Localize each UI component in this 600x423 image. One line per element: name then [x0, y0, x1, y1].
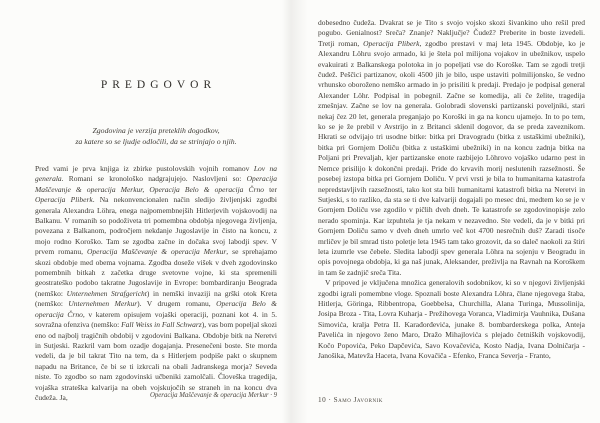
right-page-paragraph-2: V pripoved je vključena množica generalovih sodobnikov, ki so v njegovi življenjski zgodbi igrali pomembne vloge. Spoznali boste Alexandra Löhra, člane njegovega štaba, Hitlerja, Göringa, Ribbentropa, Goebbelsa, Churchilla, Alana Turinga, Mussolinija, Josipa Broza - Tita, Lovra Kuharja - Prežihovega Voranca, Vladimirja Vauhnika, Dušana Simovića, kralja Petra II. Karađorđevića, junake 8. bombarderskega polka, Anteja Pavelića in njegovo ženo Maro, Dražo Mihajlovića s plejado četniških vojskovodij, Kočo Popovića, Peko Dapčevića, Savo Kovačevića, Kosto Nadja, Ivana Dolničarja - Janošika, Matevža Haceta, Ivana Kovačiča - Efenko, Franca Severja - Franto,: [318, 278, 585, 360]
right-running-footer: 10 · Samo Javornik: [318, 396, 383, 404]
left-page-body: [35, 164, 277, 403]
left-page-paragraph: Pred vami je prva knjiga iz zbirke pustolovskih vojnih romanov Lov na generala. Romani se kronološko nadgrajujejo. Naslovljeni so: Operacija Maščevanje & operacija Merkur, Operacija Belo & operacija Črno ter Operacija Pliberk. Na nekonvencionalen način sledijo življenjski zgodbi generala Alexandra Löhra, enega najpomembnejših Hitlerjevih vojskovodij na Balkanu. V romanih so podoživeta tri pomembna obdobja njegovega življenja, povezana z Balkanom, področjem nekdanje Jugoslavije in čisto na koncu, z mojo rodno Koroško. Tam se zgodba začne in dočaka svoj labodji spev. V prvem romanu, Operacija Maščevanje & operacija Merkur, se sprehajamo skozi obdobje med obema vojnama. Zgodba doseže višek v dveh zgodovinsko pomembnih bitkah z začetka druge svetovne vojne, ki sta spremenili geostrateško podobo takratne Jugoslavije in Evrope: bombardiranju Beograda (nemško: Unternehmen Strafgericht) in nemški invaziji na grški otok Kreta (nemško: Unternehmen Merkur). V drugem romanu, Operacija Belo & operacija Črno, v katerem opisujem vojaški operaciji, poznani kot 4. in 5. sovražna ofenziva (nemško: Fall Weiss in Fall Schwarz), vas bom popeljal skozi eno od najbolj tragičnih obdobij v zgodovini Balkana. Obdobje bitk na Neretvi in Sutjeski. Razkril vam bom ozadje dogajanja. Presenečeni boste. Ste morda vedeli, da je bil takrat Tito na tem, da s Hitlerjem podpiše pakt o skupnem napadu na Britance, če bi se ti izkrcali na obali Jadranskega morja? Seveda niste. To zgodbo so nam zgodovinski učbeniki zamolčali. Človeška tragedija, vojaška strateška kalvarija na obeh vojskujočih se straneh in na koncu dva čudeža. Ja,: [35, 164, 278, 402]
left-page: [0, 0, 291, 423]
chapter-title: PREDGOVOR: [100, 79, 217, 91]
left-running-footer: Operacija Maščevanje & operacija Merkur · 9: [149, 392, 277, 399]
epigraph-line-2: za katere so se ljudje odločili, da se strinjajo o njih.: [75, 136, 237, 146]
right-page: [300, 0, 600, 423]
right-page-paragraph-1: dobesedno čudeža. Dvakrat se je Tito s svojo vojsko skozi šivankino uho rešil pred pogubo. Genialnost? Sreča? Znanje? Naključje? Čudež? Preberite in boste izvedeli. Tretji roman, Operacija Pliberk, zgodbo prestavi v maj leta 1945. Obdobje, ko je Alexandru Löhru svojo armado, ki je štela pol milijona vojakov in ubežnikov, uspelo evakuirati z Balkanskega polotoka in jo popeljati vse do Koroške. Tam se zgodi tretji čudež. Peščici partizanov, okoli 4500 jih je bilo, uspe ustaviti polmilijonsko, še vedno vrhunsko oboroženo nemško armado in jo prisiliti k predaji. Predajo je podpisal general Alexander Löhr. Podpisal in pobegnil. Začne se komedija, ali če želite, tragedija zmešnjav. Začne se lov na generala. Golobradi slovenski partizanski poveljniki, stari nekaj čez 20 let, generala preganjajo po Koroški in ga na koncu ujamejo. In to po tem, ko se je že prebil v Avstrijo in z Britanci sklenil dogovor, da se preda zaveznikom. Hkrati se odvijajo tri usodne bitke: bitka pri Dravogradu (bitka z ustaškimi ubežniki), bitka pri Gornjem Doliču (bitka z ustaškimi ubežniki) in na koncu zadnja bitka na Poljani pri Prevaljah, kjer partizanske enote razbijejo Löhrovo vojaško udarno pest in Nemce prisilijo k dokončni predaji. Pride do krvavih morij neslutenih razsežnosti. Še posebej izstopa bitka pri Gornjem Doliču. V prvi vrsti je bila to humanitarna katastrofa nepredstavljivih razsežnosti, tako kot sta bili humanitarni katastrofi bitka na Neretvi in Sutjeski, s to razliko, da sta se ti dve kalvariji dogajali po mesec dni, medtem ko se je v Gornjem Doliču vse zgodilo v pičlih dveh dneh. Te katastrofe se zgodovinopisje zelo nerado spominja. Kar izpuhtela je tja nekam v nezavedno. Ste vedeli, da je v bitki pri Gornjem Doliču samo v dveh dneh umrlo več kot 4700 nesrečnih duš? Zaradi tisoče mrličev je bil smrad tisto poletje leta 1945 tam tako grozovit, da so daleč naokoli za štiri leta izumrle vse čebele. Sledita labodji spev generala Löhra na sojenju v Beogradu in opis povojnega obdobja, ki ga naš junak, Aleksander, preživlja na Ravnah na Koroškem in tam še zadnjič sreča Tita.: [318, 18, 585, 277]
epigraph-line-1: Zgodovina je verzija preteklih dogodkov,: [92, 126, 220, 135]
epigraph: [35, 126, 277, 147]
right-page-body: [318, 18, 585, 361]
